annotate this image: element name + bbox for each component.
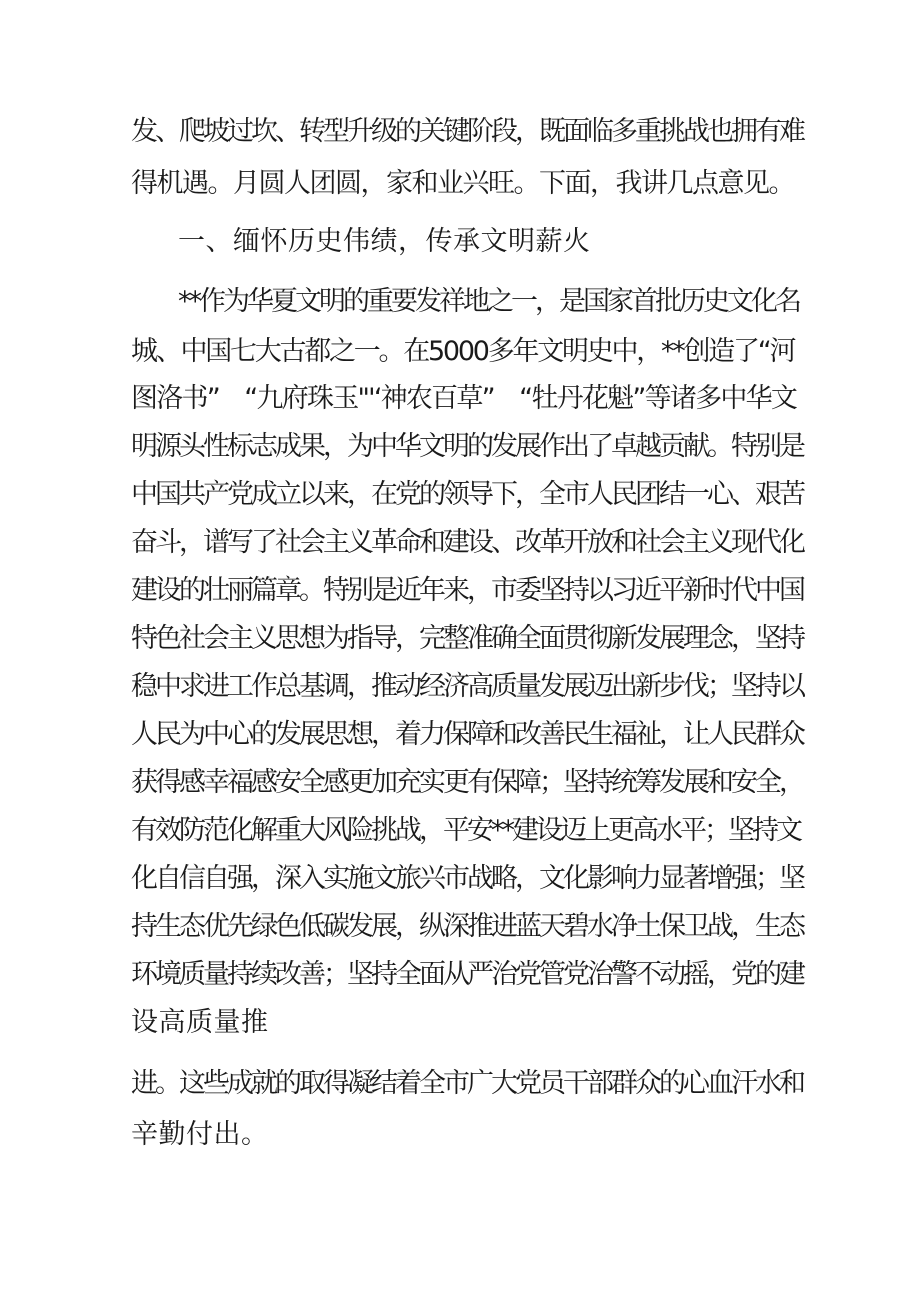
text-line: 环境质量持续改善；坚持全面从严治党管党治警不动摇，党的建: [131, 959, 803, 990]
text-line: 发、爬坡过坎、转型升级的关键阶段，既面临多重挑战也拥有难: [131, 116, 803, 147]
text-line: 获得感幸福感安全感更加充实更有保障；坚持统筹发展和安全，: [131, 767, 803, 798]
text-line: 明源头性标志成果，为中华文明的发展作出了卓越贡献。特别是: [131, 431, 803, 462]
text-line: 稳中求进工作总基调，推动经济高质量发展迈出新步伐；坚持以: [131, 671, 803, 702]
text-line: 城、中国七大古都之一。在5000多年文明史中，**创造了“河: [131, 336, 795, 367]
text-line: 图洛书” “九府珠玉"'‘神农百草” “牡丹花魁”等诸多中华文: [131, 383, 797, 414]
text-line: 辛勤付出。: [131, 1119, 269, 1150]
text-line: 建设的壮丽篇章。特别是近年来，市委坚持以习近平新时代中国: [131, 575, 803, 606]
text-line: 进。这些成就的取得凝结着全市广大党员干部群众的心血汗水和: [131, 1068, 803, 1099]
text-line: 特色社会主义思想为指导，完整准确全面贯彻新发展理念，坚持: [131, 623, 803, 654]
text-line: 持生态优先绿色低碳发展，纵深推进蓝天碧水净土保卫战，生态: [131, 911, 803, 942]
text-line: 化自信自强，深入实施文旅兴市战略，文化影响力显著增强；坚: [131, 863, 803, 894]
text-line: 得机遇。月圆人团圆，家和业兴旺。下面，我讲几点意见。: [131, 168, 794, 199]
text-line: 奋斗，谱写了社会主义革命和建设、改革开放和社会主义现代化: [131, 527, 803, 558]
text-line: 设高质量推: [131, 1007, 269, 1038]
section-heading: 一、缅怀历史伟绩，传承文明薪火: [178, 226, 591, 257]
text-line: 有效防范化解重大风险挑战，平安**建设迈上更高水平；坚持文: [131, 815, 800, 846]
text-line: **作为华夏文明的重要发祥地之一，是国家首批历史文化名: [178, 286, 799, 317]
text-line: 人民为中心的发展思想，着力保障和改善民生福祉，让人民群众: [131, 719, 803, 750]
text-line: 中国共产党成立以来，在党的领导下，全市人民团结一心、艰苦: [131, 479, 803, 510]
